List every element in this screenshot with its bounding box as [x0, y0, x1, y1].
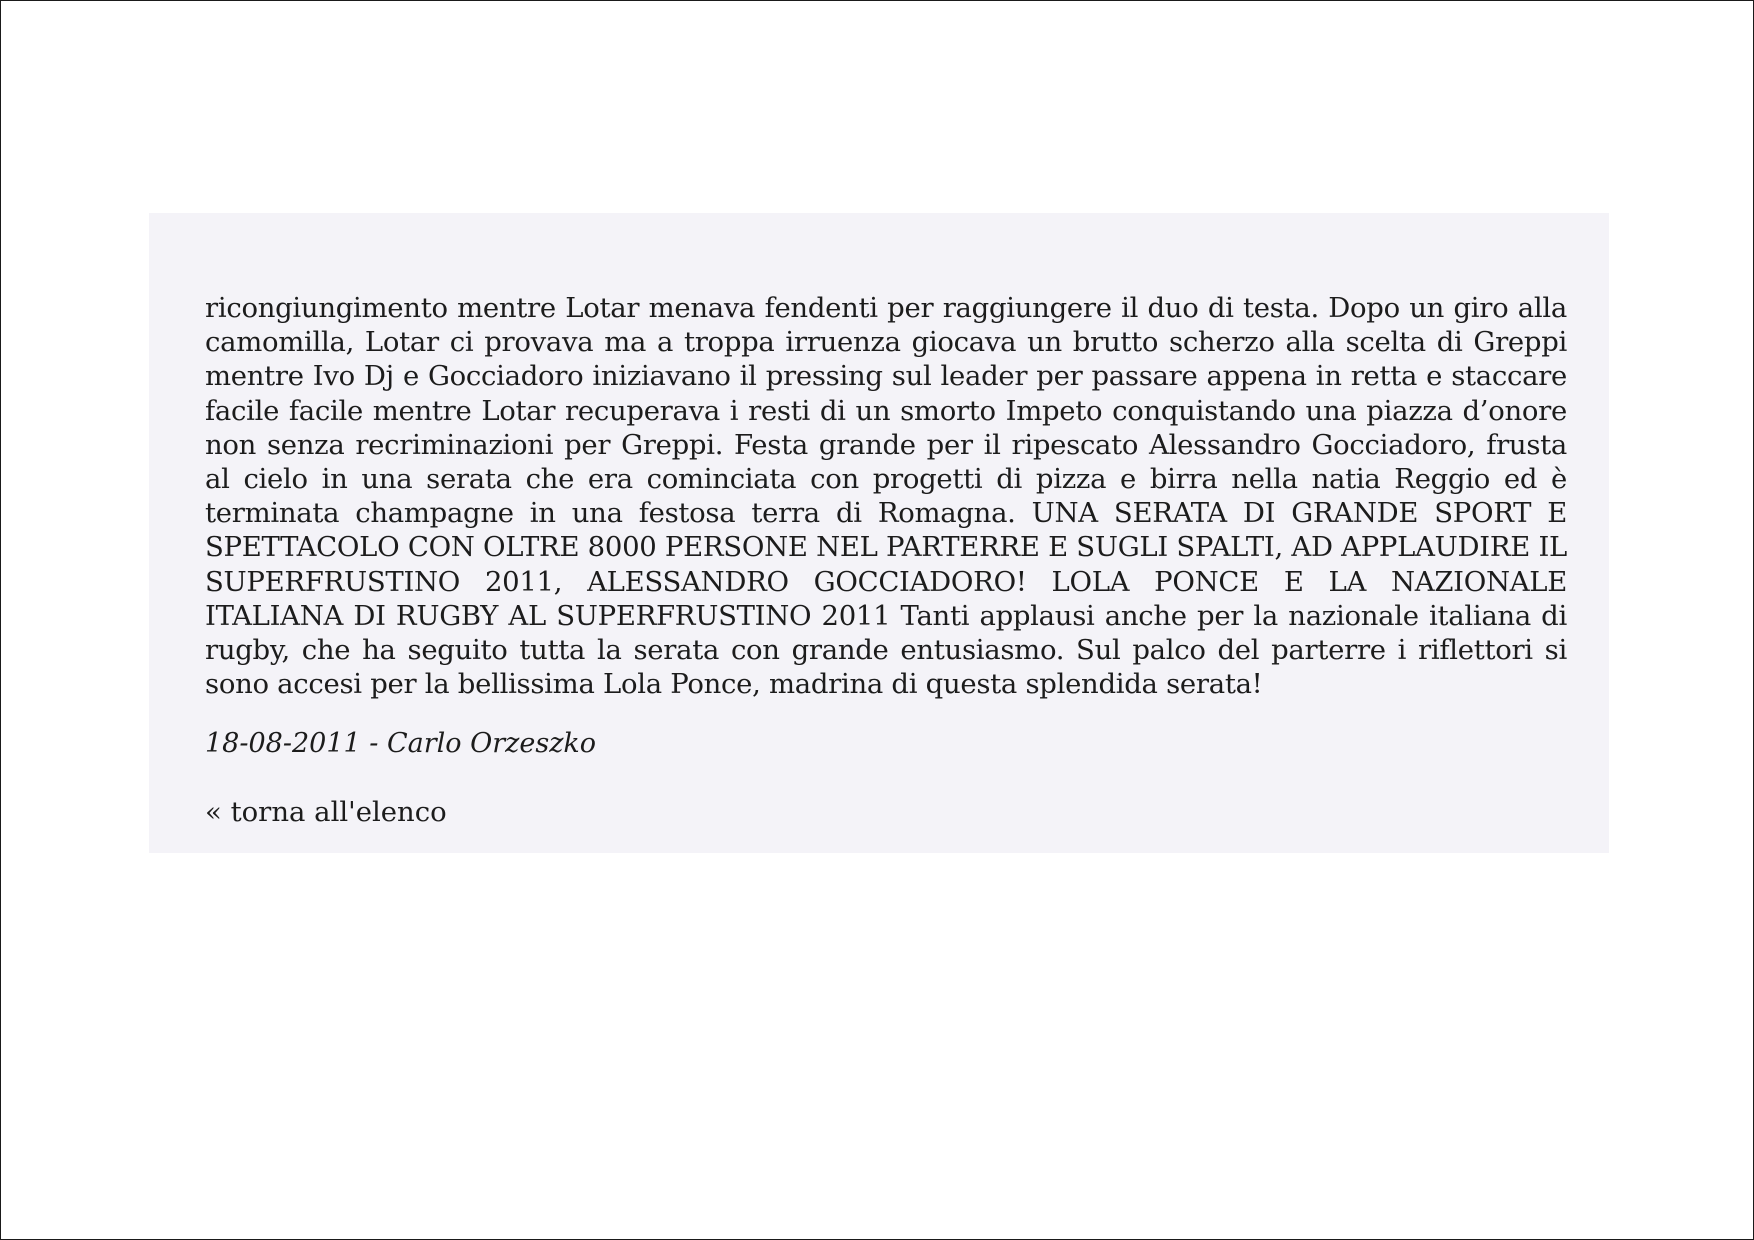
scanned-article-panel	[149, 213, 1609, 853]
back-to-list-link[interactable]: « torna all'elenco	[205, 796, 447, 828]
article-byline: 18-08-2011 - Carlo Orzeszko	[205, 728, 597, 759]
article-body-text: ricongiungimento mentre Lotar menava fendenti per raggiungere il duo di testa. Dopo un giro alla camomilla, Lotar ci provava ma a troppa irruenza giocava un brutto scherzo alla scelta di Greppi mentre Ivo Dj e Gocciadoro iniziavano il pressing sul leader per passare appena in retta e staccare facile facile mentre Lotar recuperava i resti di un smorto Impeto conquistando una piazza d’onore non senza recriminazioni per Greppi. Festa grande per il ripescato Alessandro Gocciadoro, frusta al cielo in una serata che era cominciata con progetti di pizza e birra nella natia Reggio ed è terminata champagne in una festosa terra di Romagna. UNA SERATA DI GRANDE SPORT E SPETTACOLO CON OLTRE 8000 PERSONE NEL PARTERRE E SUGLI SPALTI, AD APPLAUDIRE IL SUPERFRUSTINO 2011, ALESSANDRO GOCCIADORO! LOLA PONCE E LA NAZIONALE ITALIANA DI RUGBY AL SUPERFRUSTINO 2011 Tanti applausi anche per la nazionale italiana di rugby, che ha seguito tutta la serata con grande entusiasmo. Sul palco del parterre i riflettori si sono accesi per la bellissima Lola Ponce, madrina di questa splendida serata!	[205, 292, 1567, 701]
